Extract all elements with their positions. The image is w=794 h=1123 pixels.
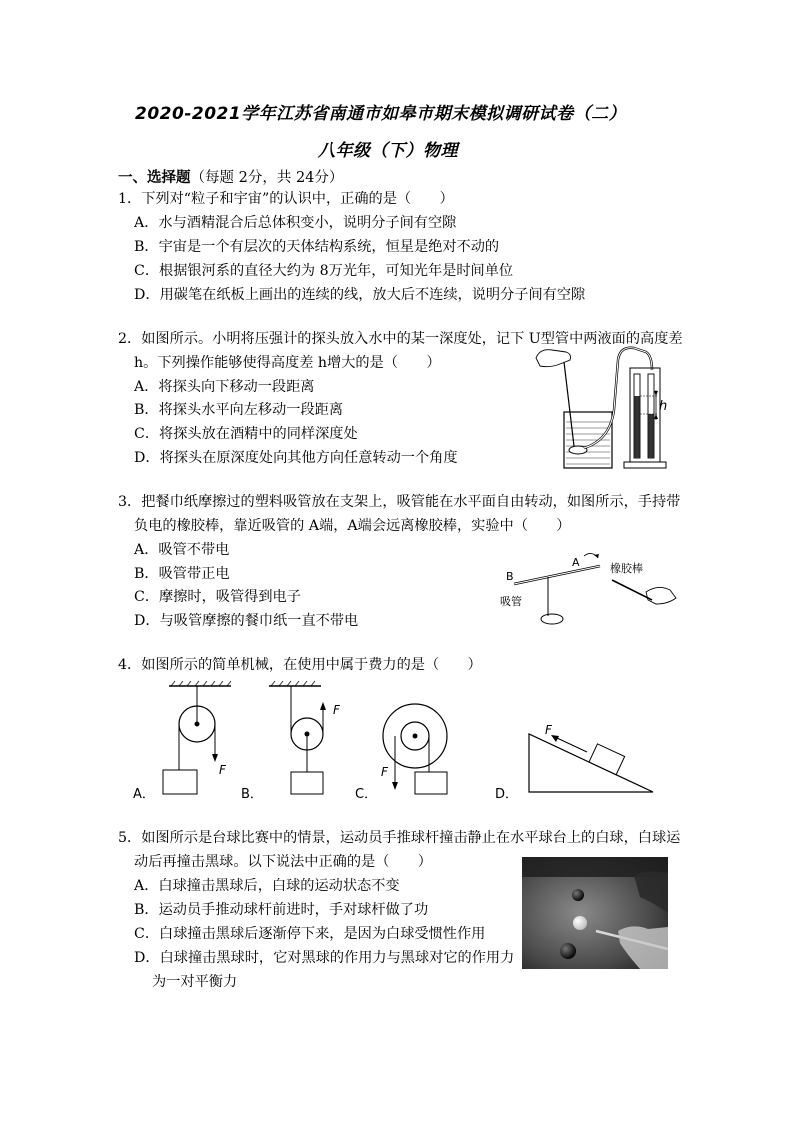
machine-c	[355, 704, 447, 802]
q5-option-a: A．白球撞击黑球后，白球的运动状态不变	[134, 878, 400, 894]
q1-stem: 1．下列对“粒子和宇宙”的认识中，正确的是（ ）	[118, 191, 454, 207]
white-ball	[573, 916, 587, 930]
force-label-a: F	[219, 763, 226, 777]
section-heading	[118, 166, 343, 187]
section-note: （每题 2分，共 24分）	[190, 170, 344, 186]
q2-option-d: D．将探头在原深度处向其他方向任意转动一个角度	[134, 450, 458, 466]
q2-option-c: C．将探头放在酒精中的同样深度处	[134, 426, 358, 442]
q3-option-c: C．摩擦时，吸管得到电子	[134, 589, 301, 605]
hand-icon	[646, 587, 676, 604]
q3-stem-line2: 负电的橡胶棒，靠近吸管的 A端，A端会远离橡胶棒，实验中（ ）	[134, 518, 571, 534]
q4-stem: 4．如图所示的简单机械，在使用中属于费力的是（ ）	[118, 657, 482, 673]
h-label: h	[659, 399, 668, 414]
force-label-c: F	[381, 765, 388, 779]
q5-option-c: C．白球撞击黑球后逐渐停下来，是因为白球受惯性作用	[134, 926, 486, 942]
q4-option-b: B．	[241, 787, 263, 802]
machine-d	[495, 723, 653, 802]
q4-option-d: D．	[495, 787, 519, 802]
q3-option-d: D．与吸管摩擦的餐巾纸一直不带电	[134, 613, 359, 629]
q3-option-b: B．吸管带正电	[134, 566, 230, 582]
hand-icon	[536, 350, 571, 367]
q5-stem-line1: 5．如图所示是台球比赛中的情景，运动员手推球杆撞击静止在水平球台上的白球，白球运	[118, 830, 681, 846]
q5-option-d: D．白球撞击黑球时，它对黑球的作用力与黑球对它的作用力	[134, 950, 515, 966]
b-end-label: B	[506, 570, 514, 583]
billiards-photo	[522, 857, 668, 969]
straw-figure	[496, 546, 686, 632]
q4-option-a: A．	[133, 787, 155, 802]
a-end-label: A	[572, 556, 580, 569]
force-label-d: F	[545, 723, 552, 737]
q3-stem-line1: 3．把餐巾纸摩擦过的塑料吸管放在支架上，吸管能在水平面自由转动，如图所示，手持带	[118, 494, 681, 510]
exam-subtitle: 八年级（下）物理	[318, 141, 458, 161]
straw-label: 吸管	[500, 595, 522, 608]
machines-figure	[125, 678, 665, 802]
q1-option-c: C．根据银河系的直径大约为 8万光年，可知光年是时间单位	[134, 263, 514, 279]
manometer-figure	[530, 340, 670, 475]
q5-option-d-cont: 为一对平衡力	[152, 974, 238, 990]
machine-b	[241, 681, 341, 802]
machine-a	[133, 681, 231, 802]
exam-title: 2020-2021学年江苏省南通市如皋市期末模拟调研试卷（二）	[135, 104, 627, 124]
q3-option-a: A．吸管不带电	[134, 542, 230, 558]
q1-option-a: A．水与酒精混合后总体积变小，说明分子间有空隙	[134, 215, 457, 231]
rod-label: 橡胶棒	[610, 562, 643, 575]
q1-option-b: B．宇宙是一个有层次的天体结构系统，恒星是绝对不动的	[134, 239, 500, 255]
black-ball-near	[560, 943, 576, 959]
q2-stem-line1: 2．如图所示。小明将压强计的探头放入水中的某一深度处，记下 U型管中两液面的高度差	[118, 331, 683, 347]
q1-option-d: D．用碳笔在纸板上画出的连续的线，放大后不连续，说明分子间有空隙	[134, 287, 586, 303]
q2-option-a: A．将探头向下移动一段距离	[134, 379, 315, 395]
q5-stem-line2: 动后再撞击黑球。以下说法中正确的是（ ）	[134, 854, 432, 870]
force-label-b: F	[333, 703, 340, 717]
section-title: 一、选择题	[118, 170, 191, 186]
q2-option-b: B．将探头水平向左移动一段距离	[134, 402, 344, 418]
q2-stem-line2: h。下列操作能够使得高度差 h增大的是（ ）	[134, 355, 441, 371]
q4-option-c: C．	[355, 787, 378, 802]
black-ball	[572, 889, 584, 901]
q5-option-b: B．运动员手推动球杆前进时，手对球杆做了功	[134, 902, 429, 918]
